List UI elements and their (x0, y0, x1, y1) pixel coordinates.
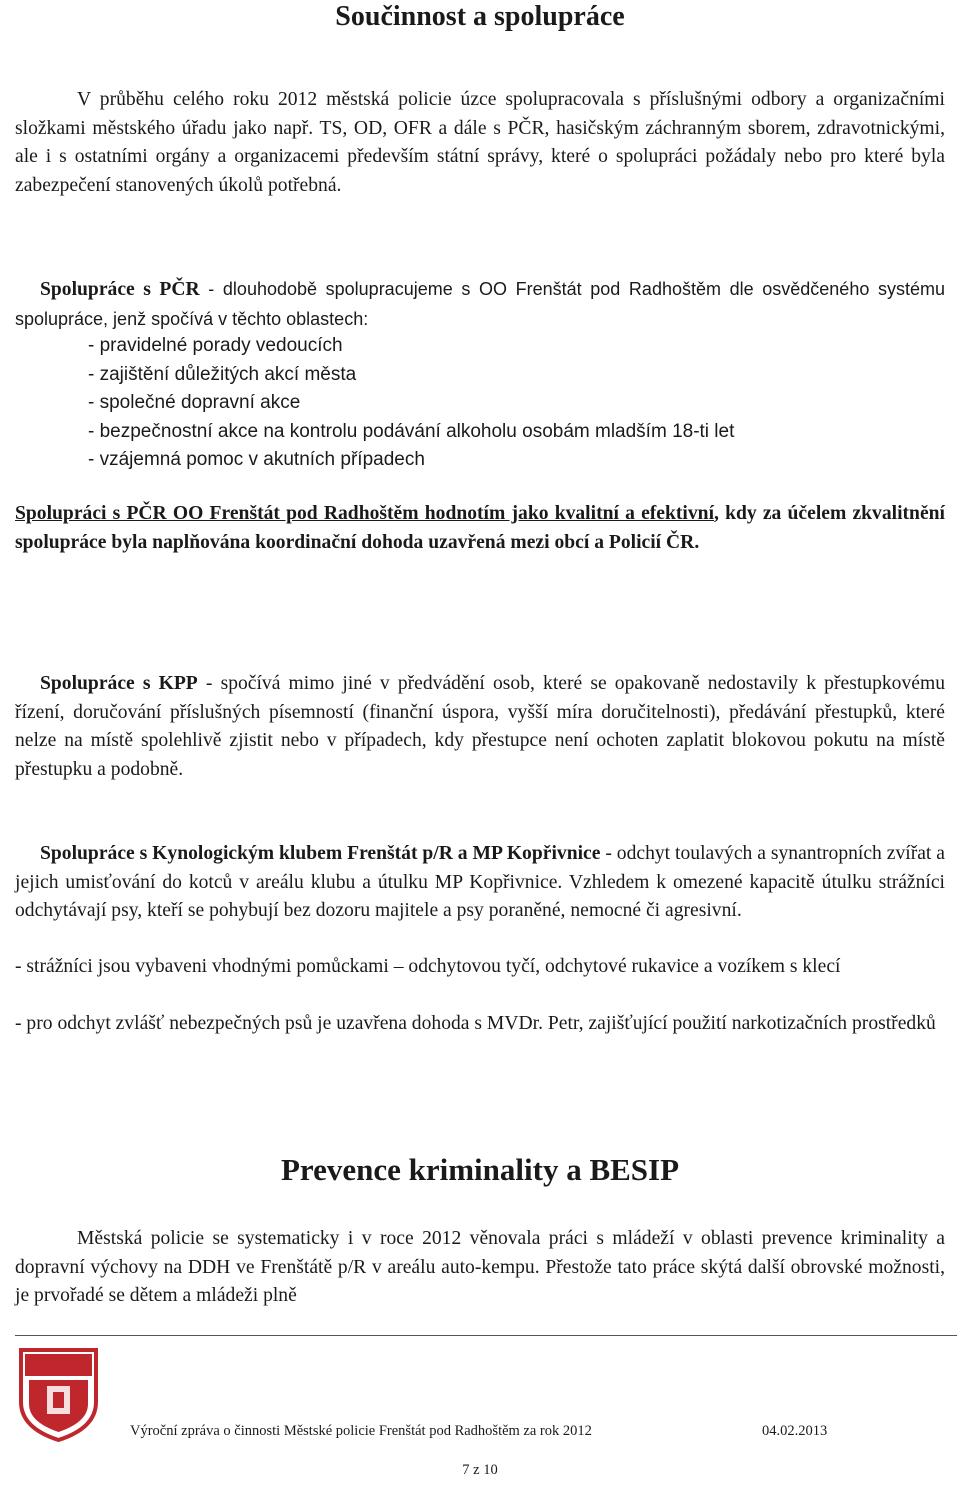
list-item: - pravidelné porady vedoucích (88, 335, 343, 356)
kynology-paragraph (15, 840, 945, 926)
kpp-text: - spočívá mimo jiné v předvádění osob, které se opakovaně nedostavily k přestupkovému řízení, doručování příslušných písemností (finanční úspora, vyšší míra doručitelnosti), předávání přestupků, které nelze na místě spolehlivě zjistit nebo v případech, kdy přestupce není ochoten zaplatit blokovou pokutu na místě přestupku a podobně. (15, 673, 945, 780)
kynology-item-agreement: - pro odchyt zvlášť nebezpečných psů je uzavřena dohoda s MVDr. Petr, zajišťující použití narkotizačních prostředků (15, 1013, 936, 1034)
footer-divider (15, 1335, 957, 1336)
list-item: - vzájemná pomoc v akutních případech (88, 449, 425, 470)
kynology-item-equipment: - strážníci jsou vybaveni vhodnými pomůckami – odchytovou tyčí, odchytové rukavice a vozíkem s klecí (15, 956, 841, 977)
section-title-prevention: Prevence kriminality a BESIP (280, 1152, 680, 1187)
kynology-heading: Spolupráce s Kynologickým klubem Frenštát p/R a MP Kopřivnice (40, 843, 601, 864)
kpp-heading: Spolupráce s KPP (40, 673, 198, 694)
footer-report-title: Výroční zpráva o činnosti Městské policie Frenštát pod Radhoštěm za rok 2012 (130, 1423, 592, 1439)
intro-text: V průběhu celého roku 2012 městská policie úzce spolupracovala s příslušnými odbory a organizačními složkami městského úřadu jako např. TS, OD, OFR a dále s PČR, hasičským záchranným sborem, zdravotnickými, ale i s ostatními orgány a organizacemi především státní správy, které o spolupráci požádaly nebo pro které byla zabezpečení stanovených úkolů potřebná. (15, 89, 945, 196)
pcr-text: - dlouhodobě spolupracujeme s OO Frenštát pod Radhoštěm dle osvědčeného systému spolupráce, jenž spočívá v těchto oblastech: (15, 279, 945, 329)
intro-paragraph (15, 86, 945, 200)
kpp-paragraph (15, 670, 945, 784)
pcr-list (88, 332, 734, 475)
pcr-evaluation-underlined: Spolupráci s PČR OO Frenštát pod Radhoštěm hodnotím jako kvalitní a efektivní (15, 503, 715, 524)
list-item: - společné dopravní akce (88, 392, 301, 413)
police-logo (17, 1344, 100, 1442)
kynology-text: - odchyt toulavých a synantropních zvířat a jejich umisťování do kotců v areálu klubu a útulku MP Kopřivnice. Vzhledem k omezené kapacitě útulku strážníci odchytávají psy, kteří se pohybují bez dozoru majitele a psy poraněné, nemocné či agresivní. (15, 843, 945, 921)
prevention-paragraph (15, 1225, 945, 1311)
section-title-cooperation: Součinnost a spolupráce (335, 1, 625, 32)
pcr-paragraph (15, 275, 945, 334)
pcr-evaluation-rest: , kdy za účelem zkvalitnění spolupráce byla naplňována koordinační dohoda uzavřená mezi obcí a Policií ČR. (15, 503, 945, 553)
page-number: 7 z 10 (462, 1462, 498, 1478)
footer-date: 04.02.2013 (762, 1423, 828, 1439)
list-item: - zajištění důležitých akcí města (88, 363, 357, 385)
list-item: - bezpečnostní akce na kontrolu podávání alkoholu osobám mladším 18-ti let (88, 420, 735, 442)
pcr-heading: Spolupráce s PČR (40, 279, 200, 300)
prevention-text: Městská policie se systematicky i v roce 2012 věnovala práci s mládeží v oblasti prevence kriminality a dopravní výchovy na DDH ve Frenštátě p/R v areálu auto-kempu. Přestože tato práce skýtá další obrovské možnosti, je prvořadé se dětem a mládeži plně (15, 1228, 945, 1306)
pcr-evaluation (15, 500, 945, 557)
